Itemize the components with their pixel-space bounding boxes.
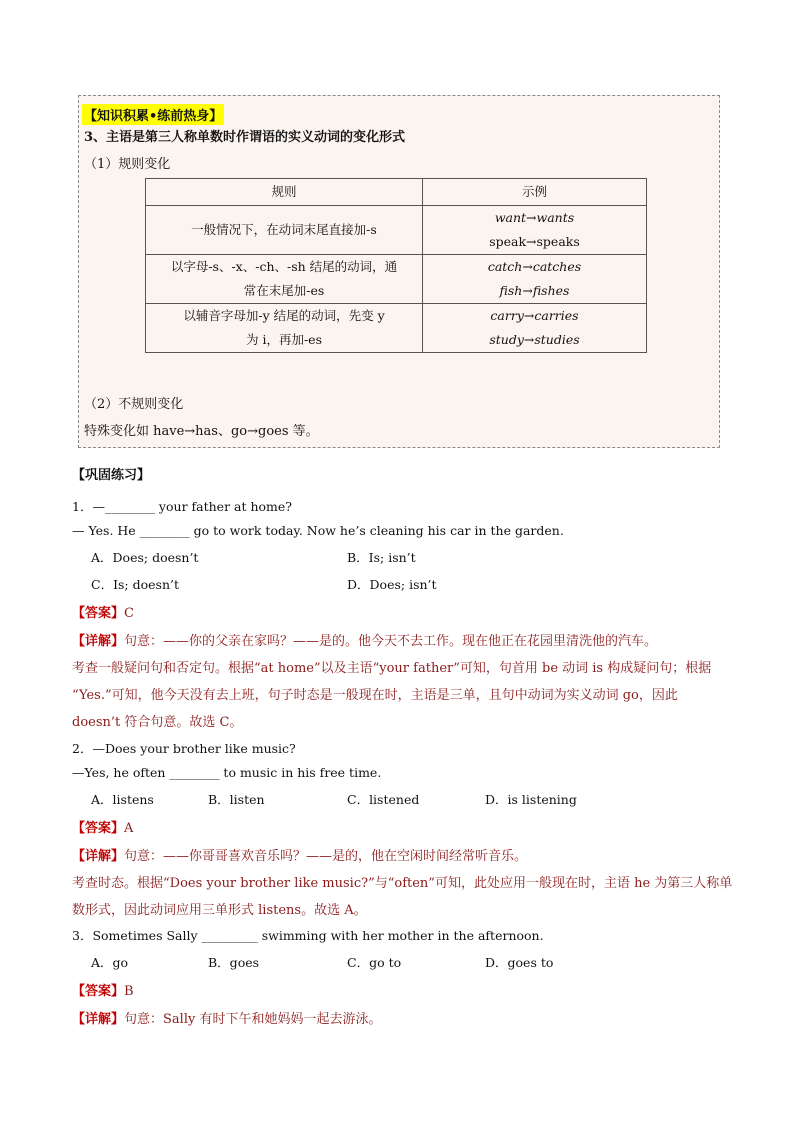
example-cell [423, 206, 647, 255]
q3-option-b: B．goes [208, 955, 260, 970]
q1-option-d: D．Does; isn’t [347, 577, 437, 592]
header-rule: 规则 [146, 179, 423, 206]
q2-option-b: B．listen [208, 792, 265, 807]
q1-line2: — Yes. He ________ go to work today. Now he’s cleaning his car in the garden. [72, 523, 564, 538]
detail-label: 【详解】 [72, 849, 125, 864]
example-line: want→wants [494, 210, 575, 225]
q2-option-c: C．listened [347, 792, 420, 807]
table-header-row [146, 179, 647, 206]
answer-label: 【答案】 [72, 984, 125, 999]
example-line: study→studies [489, 332, 580, 347]
rule-cell [146, 206, 423, 255]
q1-line1: 1．—________ your father at home? [72, 499, 292, 514]
table-row [146, 206, 647, 255]
irregular-change-label: （2）不规则变化 [84, 397, 184, 412]
answer-value: B [124, 984, 134, 999]
q1-answer [72, 602, 134, 621]
detail-text: 句意：——你的父亲在家吗？——是的。他今天不去工作。现在他正在花园里清洗他的汽车。 [124, 634, 658, 649]
detail-text: 句意：——你哥哥喜欢音乐吗？——是的，他在空闲时间经常听音乐。 [124, 849, 528, 864]
detail-label: 【详解】 [72, 1012, 125, 1027]
q3-line1: 3．Sometimes Sally _________ swimming with her mother in the afternoon. [72, 928, 544, 943]
example-cell [423, 304, 647, 353]
example-line: speak→speaks [489, 234, 580, 249]
table-row [146, 304, 647, 353]
rule-line: 以辅音字母加-y 结尾的动词，先变 y [183, 308, 385, 323]
irregular-change-text: 特殊变化如 have→has、go→goes 等。 [84, 424, 319, 439]
table-row [146, 255, 647, 304]
q1-detail-line2: 考查一般疑问句和否定句。根据“at home”以及主语“your father”可知，句首用 be 动词 is 构成疑问句；根据 [72, 661, 712, 676]
q1-detail-line3: “Yes.”可知，他今天没有去上班，句子时态是一般现在时，主语是三单，且句中动词为实义动词 go，因此 [72, 688, 678, 703]
q3-option-d: D．goes to [485, 955, 554, 970]
q3-detail [72, 1008, 381, 1027]
answer-label: 【答案】 [72, 821, 125, 836]
q2-detail-line3: 数形式，因此动词应用三单形式 listens。故选 A。 [72, 903, 367, 918]
example-line: carry→carries [490, 308, 579, 323]
q2-detail-line2: 考查时态。根据“Does your brother like music?”与“often”可知，此处应用一般现在时，主语 he 为第三人称单 [72, 876, 733, 891]
answer-value: A [124, 821, 134, 836]
detail-text: 句意：Sally 有时下午和她妈妈一起去游泳。 [124, 1012, 382, 1027]
q2-line2: —Yes, he often ________ to music in his free time. [72, 765, 382, 780]
example-line: fish→fishes [499, 283, 570, 298]
q2-line1: 2．—Does your brother like music? [72, 741, 296, 756]
q1-option-a: A．Does; doesn’t [91, 550, 199, 565]
q2-option-a: A．listens [91, 792, 154, 807]
q2-detail [72, 845, 527, 864]
example-line: catch→catches [487, 259, 582, 274]
rule-line: 以字母-s、-x、-ch、-sh 结尾的动词，通 [170, 259, 398, 274]
answer-value: C [124, 606, 134, 621]
detail-label: 【详解】 [72, 634, 125, 649]
practice-title: 【巩固练习】 [72, 468, 151, 483]
rule-cell [146, 304, 423, 353]
rule-line: 一般情况下，在动词末尾直接加-s [191, 222, 377, 237]
q1-detail-line4: doesn’t 符合句意。故选 C。 [72, 715, 243, 730]
q3-answer [72, 980, 134, 999]
answer-label: 【答案】 [72, 606, 125, 621]
q3-option-a: A．go [91, 955, 129, 970]
example-cell [423, 255, 647, 304]
rule-line: 常在末尾加-es [243, 283, 325, 298]
q1-option-b: B．Is; isn’t [347, 550, 416, 565]
q1-detail [72, 630, 657, 649]
regular-change-label: （1）规则变化 [84, 157, 171, 172]
knowledge-tag: 【知识积累•练前热身】 [82, 104, 224, 125]
rules-table [145, 178, 647, 353]
rule-cell [146, 255, 423, 304]
q3-option-c: C．go to [347, 955, 402, 970]
knowledge-heading: 3、主语是第三人称单数时作谓语的实义动词的变化形式 [84, 130, 406, 145]
q2-option-d: D．is listening [485, 792, 577, 807]
q1-option-c: C．Is; doesn’t [91, 577, 179, 592]
rule-line: 为 i，再加-es [245, 332, 322, 347]
q2-answer [72, 817, 133, 836]
header-example: 示例 [423, 179, 647, 206]
